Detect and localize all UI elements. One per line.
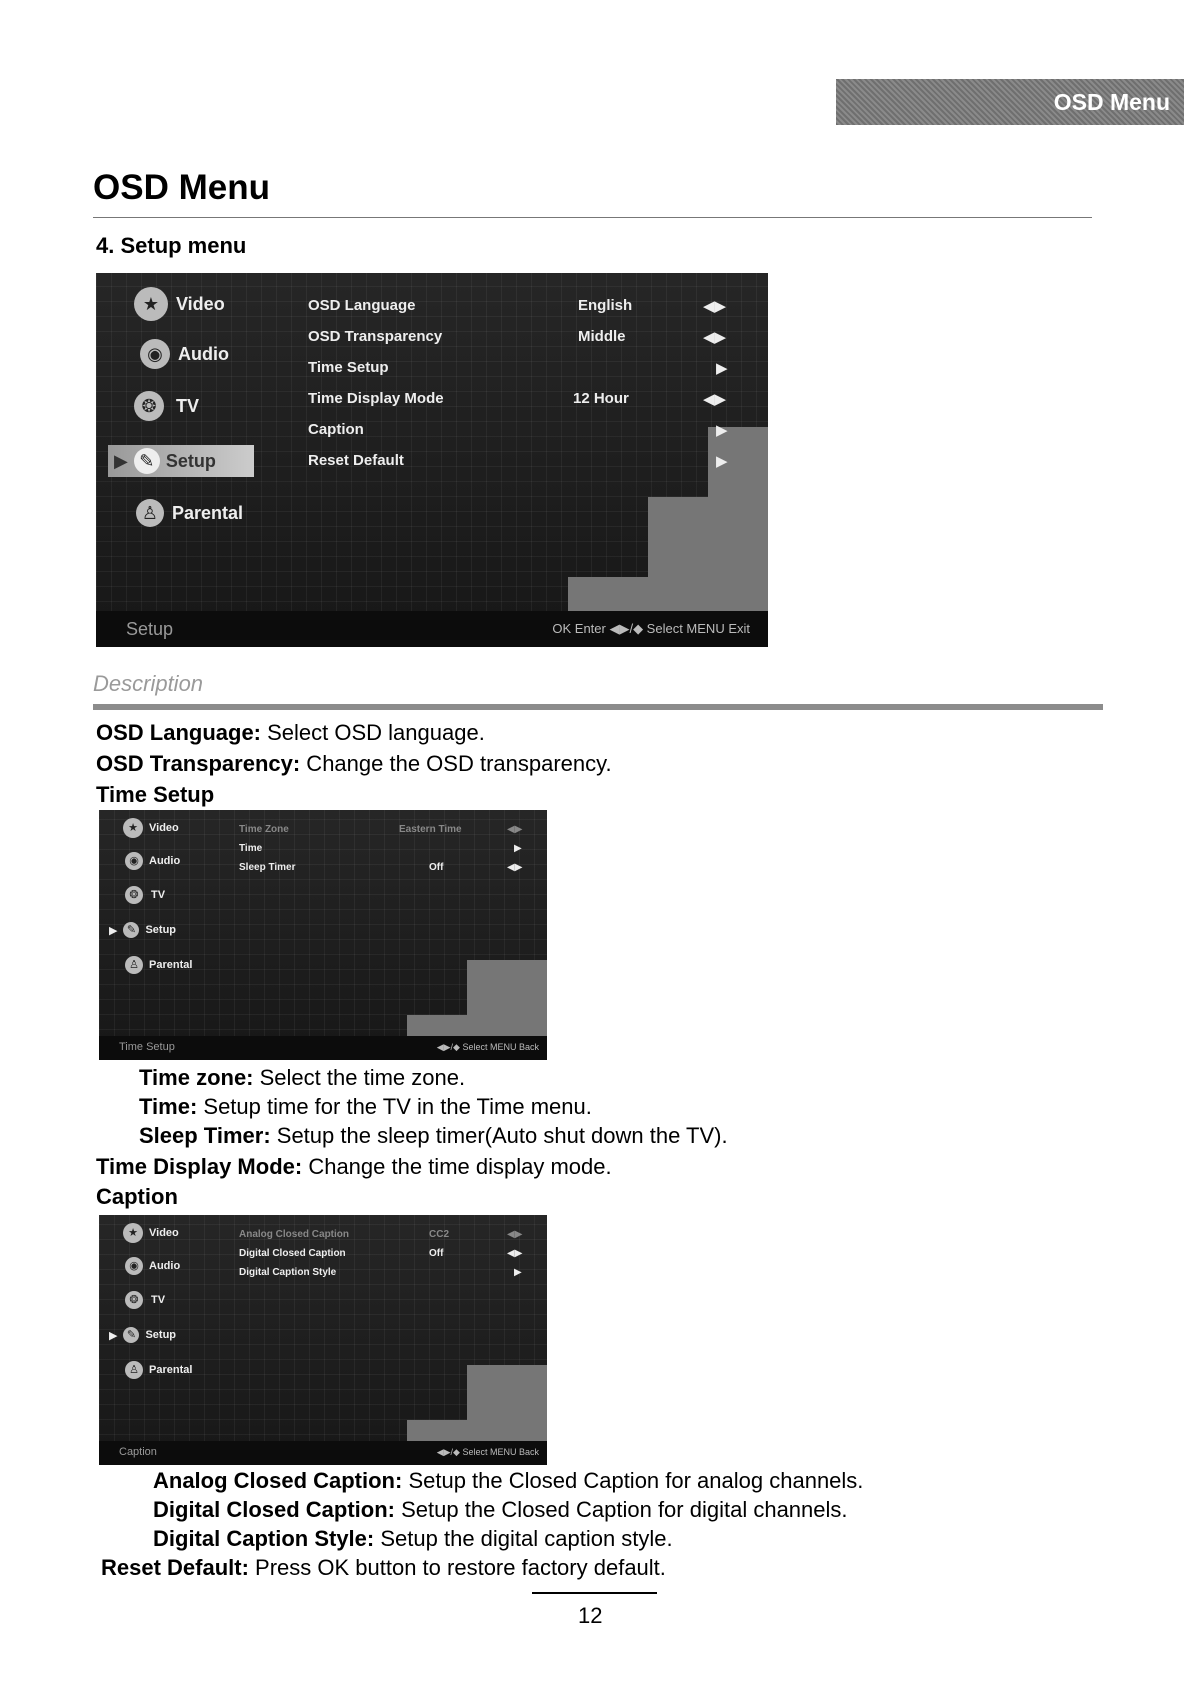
film-reel-icon: ❂ — [125, 1291, 143, 1309]
title-divider — [93, 217, 1092, 218]
wrench-icon: ✎ — [134, 448, 160, 474]
nav-item-tv: ❂ TV — [125, 1291, 165, 1309]
lock-person-icon: ♙ — [125, 956, 143, 974]
menu-row: OSD Transparency Middle ◀▶ — [308, 328, 727, 346]
desc-line: Time: Setup time for the TV in the Time menu. — [139, 1094, 592, 1119]
lock-person-icon: ♙ — [125, 1361, 143, 1379]
film-reel-icon: ❂ — [125, 886, 143, 904]
caption-screenshot — [99, 1215, 547, 1465]
nav-item-parental: ♙ Parental — [125, 956, 192, 974]
nav-item-setup: ▶ ✎ Setup — [109, 924, 177, 937]
menu-row: Time Setup ▶ — [308, 359, 728, 377]
speaker-icon: ◉ — [125, 852, 143, 870]
triangle-right-icon: ▶ — [114, 450, 128, 471]
desc-line: Digital Caption Style: Setup the digital caption style. — [153, 1526, 673, 1551]
star-disc-icon: ★ — [123, 818, 143, 838]
triangle-right-icon: ▶ — [109, 1329, 118, 1342]
nav-item-video: ★ Video — [123, 1223, 179, 1243]
page-number: 12 — [578, 1603, 603, 1628]
desc-line: Reset Default: Press OK button to restore factory default. — [101, 1555, 666, 1580]
left-right-arrow-icon: ◀▶ — [507, 862, 523, 873]
osd-bottom-bar: Time Setup ◀▶/◆ Select MENU Back — [99, 1036, 547, 1060]
nav-item-video: ★ Video — [123, 818, 179, 838]
menu-row: Digital Caption Style ▶ — [239, 1267, 522, 1278]
caption-heading: Caption — [96, 1184, 178, 1209]
menu-row: Caption ▶ — [308, 421, 728, 439]
desc-line: OSD Language: Select OSD language. — [96, 720, 485, 745]
left-right-arrow-icon: ◀▶ — [507, 824, 523, 835]
nav-item-parental: ♙ Parental — [136, 499, 243, 527]
star-disc-icon: ★ — [123, 1223, 143, 1243]
star-disc-icon: ★ — [134, 287, 168, 321]
header-tab: OSD Menu — [836, 79, 1184, 125]
wrench-icon: ✎ — [123, 922, 139, 938]
desc-line: Time zone: Select the time zone. — [139, 1065, 466, 1090]
desc-line: OSD Transparency: Change the OSD transparency. — [96, 751, 612, 776]
right-arrow-icon: ▶ — [514, 1267, 522, 1278]
nav-item-parental: ♙ Parental — [125, 1361, 192, 1379]
nav-item-setup: ▶ ✎ Setup — [108, 445, 254, 477]
time-setup-heading: Time Setup — [96, 782, 215, 807]
speaker-icon: ◉ — [125, 1257, 143, 1275]
footer-divider — [532, 1592, 657, 1594]
nav-item-video: ★ Video — [134, 287, 225, 321]
left-right-arrow-icon: ◀▶ — [507, 1248, 523, 1259]
left-right-arrow-icon: ◀▶ — [507, 1229, 523, 1240]
film-reel-icon: ❂ — [134, 391, 164, 421]
nav-item-tv: ❂ TV — [125, 886, 165, 904]
wrench-icon: ✎ — [123, 1327, 139, 1343]
right-arrow-icon: ▶ — [716, 452, 728, 470]
nav-item-tv: ❂ TV — [134, 391, 199, 421]
menu-row: Time Display Mode 12 Hour ◀▶ — [308, 390, 727, 408]
left-right-arrow-icon: ◀▶ — [703, 297, 727, 315]
menu-row: OSD Language English ◀▶ — [308, 297, 727, 315]
menu-row: Time Zone Eastern Time ◀▶ — [239, 824, 523, 835]
nav-item-audio: ◉ Audio — [140, 339, 229, 369]
right-arrow-icon: ▶ — [716, 421, 728, 439]
menu-row: Reset Default ▶ — [308, 452, 728, 470]
osd-bottom-bar: Caption ◀▶/◆ Select MENU Back — [99, 1441, 547, 1465]
left-right-arrow-icon: ◀▶ — [703, 328, 727, 346]
speaker-icon: ◉ — [140, 339, 170, 369]
description-divider — [93, 704, 1103, 710]
triangle-right-icon: ▶ — [109, 924, 118, 937]
desc-line: Time Display Mode: Change the time display mode. — [96, 1154, 612, 1179]
desc-line: Digital Closed Caption: Setup the Closed Caption for digital channels. — [153, 1497, 848, 1522]
setup-menu-screenshot — [96, 273, 768, 647]
desc-line: Sleep Timer: Setup the sleep timer(Auto shut down the TV). — [139, 1123, 728, 1148]
lock-person-icon: ♙ — [136, 499, 164, 527]
osd-bottom-bar: Setup OK Enter ◀▶/◆ Select MENU Exit — [96, 611, 768, 647]
right-arrow-icon: ▶ — [716, 359, 728, 377]
right-arrow-icon: ▶ — [514, 843, 522, 854]
menu-row: Analog Closed Caption CC2 ◀▶ — [239, 1229, 523, 1240]
nav-item-setup: ▶ ✎ Setup — [109, 1329, 177, 1342]
section-heading: 4. Setup menu — [96, 233, 247, 258]
left-right-arrow-icon: ◀▶ — [703, 390, 727, 408]
time-setup-screenshot — [99, 810, 547, 1060]
nav-item-audio: ◉ Audio — [125, 852, 180, 870]
menu-row: Sleep Timer Off ◀▶ — [239, 862, 523, 873]
menu-row: Digital Closed Caption Off ◀▶ — [239, 1248, 523, 1259]
description-heading: Description — [93, 671, 204, 696]
menu-row: Time ▶ — [239, 843, 522, 854]
nav-item-audio: ◉ Audio — [125, 1257, 180, 1275]
desc-line: Analog Closed Caption: Setup the Closed Caption for analog channels. — [153, 1468, 864, 1493]
page-title: OSD Menu — [93, 168, 270, 207]
